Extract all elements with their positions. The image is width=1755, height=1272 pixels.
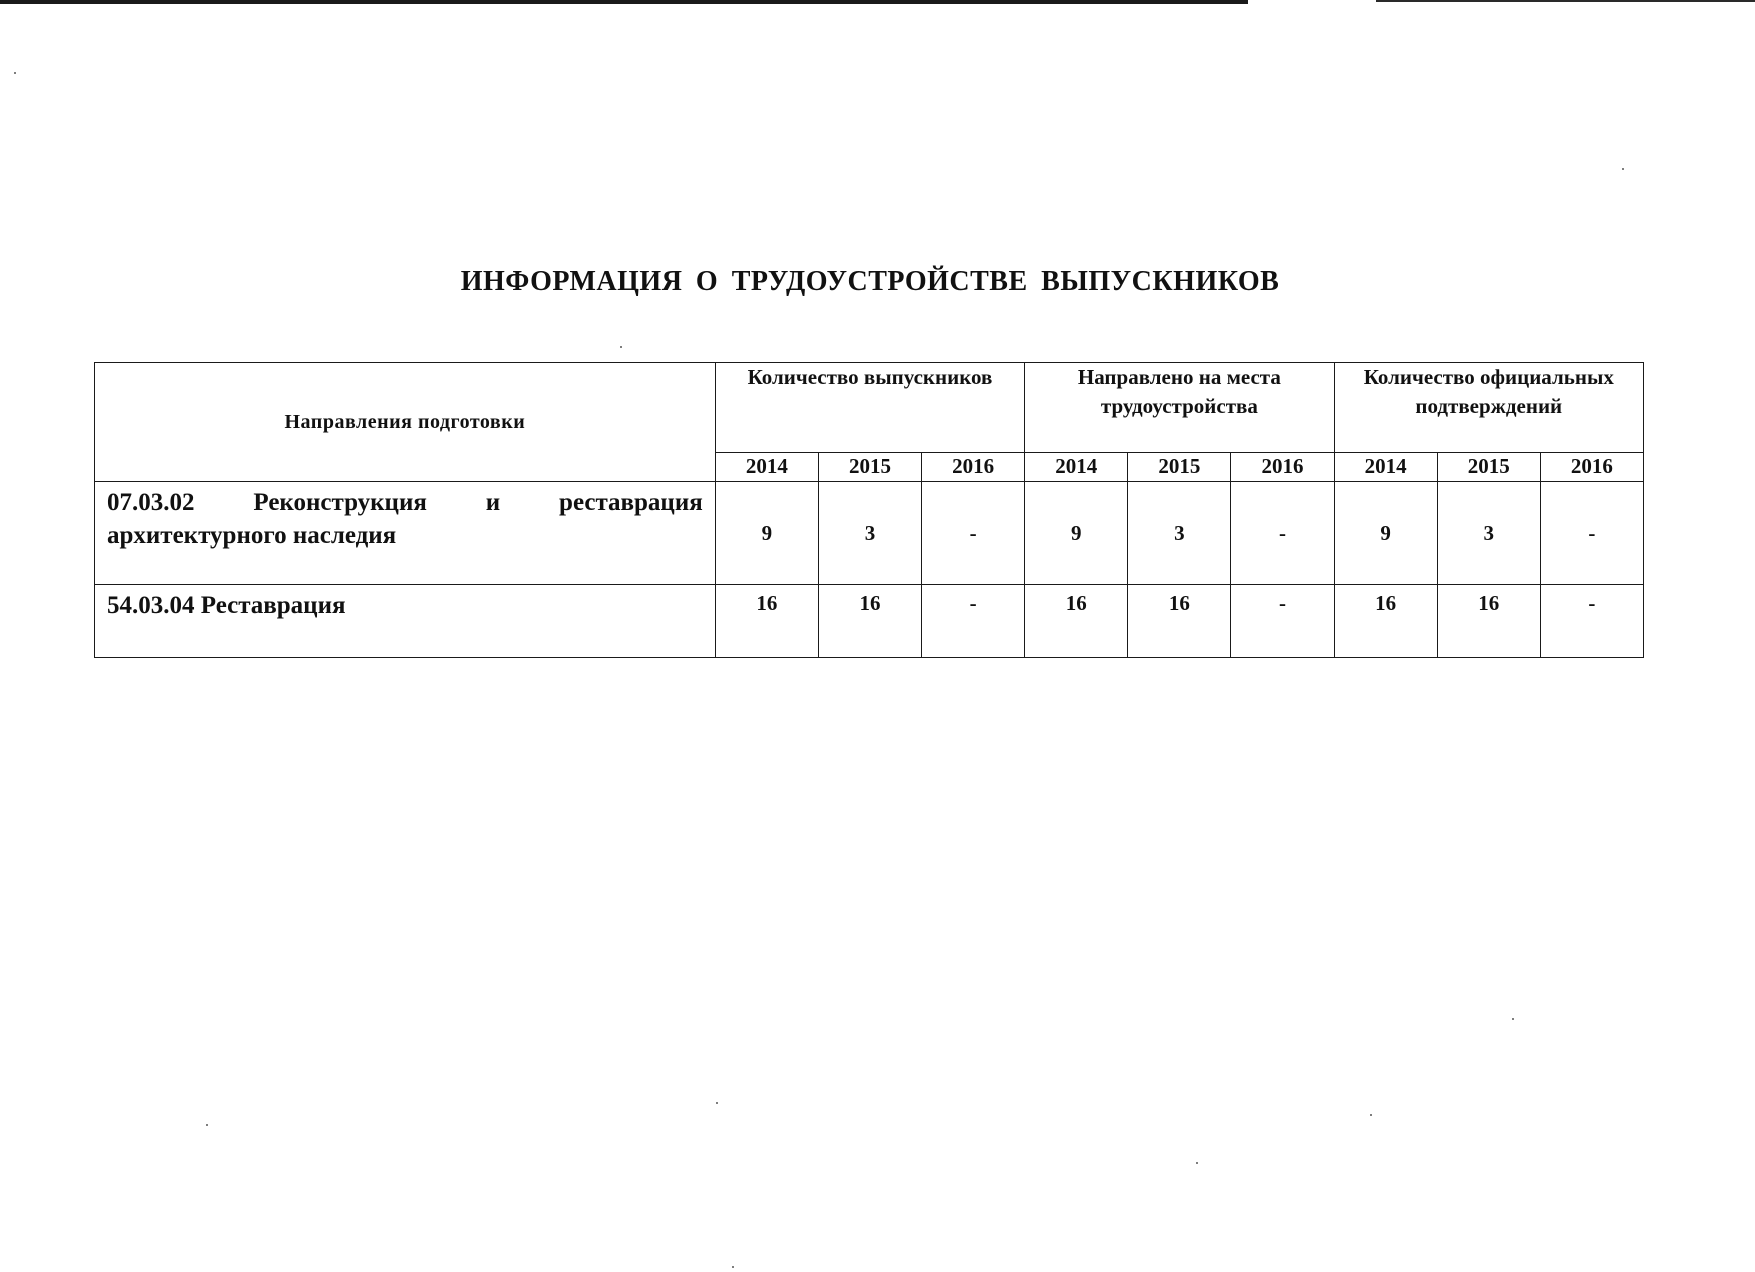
direction-cell xyxy=(95,585,716,658)
value-cell: - xyxy=(1540,585,1643,658)
header-year: 2016 xyxy=(1540,452,1643,481)
header-year: 2016 xyxy=(922,452,1025,481)
value-cell: 16 xyxy=(1437,585,1540,658)
table-row xyxy=(95,585,1644,658)
value-cell: 3 xyxy=(818,482,921,585)
page-title: ИНФОРМАЦИЯ О ТРУДОУСТРОЙСТВЕ ВЫПУСКНИКОВ xyxy=(460,266,1280,297)
header-row-groups xyxy=(95,363,1644,453)
value-cell: - xyxy=(922,482,1025,585)
header-year: 2014 xyxy=(715,452,818,481)
direction-line: 07.03.02 Реконструкция и реставрация xyxy=(107,489,703,516)
header-year: 2016 xyxy=(1231,452,1334,481)
header-group-graduates: Количество выпускников xyxy=(715,363,1024,453)
scan-speck xyxy=(1196,1162,1198,1164)
header-year: 2014 xyxy=(1025,452,1128,481)
value-cell: 16 xyxy=(715,585,818,658)
value-cell: 3 xyxy=(1437,482,1540,585)
header-direction: Направления подготовки xyxy=(95,363,716,482)
header-year: 2015 xyxy=(818,452,921,481)
direction-line: архитектурного наследия xyxy=(107,522,397,549)
value-cell: 16 xyxy=(1128,585,1231,658)
scan-speck xyxy=(1512,1018,1514,1020)
scan-speck xyxy=(1370,1114,1372,1116)
value-cell: 9 xyxy=(1025,482,1128,585)
value-cell: - xyxy=(1231,482,1334,585)
scan-speck xyxy=(206,1124,208,1126)
value-cell: 9 xyxy=(1334,482,1437,585)
value-cell: 9 xyxy=(715,482,818,585)
scan-speck xyxy=(716,1102,718,1104)
scan-edge-top-right xyxy=(1376,0,1755,2)
scan-speck xyxy=(14,72,16,74)
value-cell: - xyxy=(922,585,1025,658)
scan-speck xyxy=(620,346,622,348)
header-year: 2014 xyxy=(1334,452,1437,481)
scan-speck xyxy=(1622,168,1624,170)
scan-speck xyxy=(732,1266,734,1268)
header-year: 2015 xyxy=(1437,452,1540,481)
header-group-placed: Направлено на места трудоустройства xyxy=(1025,363,1334,453)
direction-line: 54.03.04 Реставрация xyxy=(107,592,346,619)
employment-table xyxy=(94,362,1644,658)
value-cell: - xyxy=(1540,482,1643,585)
header-year: 2015 xyxy=(1128,452,1231,481)
value-cell: 16 xyxy=(818,585,921,658)
scan-edge-top xyxy=(0,0,1248,4)
value-cell: 16 xyxy=(1334,585,1437,658)
header-group-confirmations: Количество официальных подтверждений xyxy=(1334,363,1643,453)
value-cell: 3 xyxy=(1128,482,1231,585)
direction-cell xyxy=(95,482,716,585)
table-row xyxy=(95,482,1644,585)
value-cell: - xyxy=(1231,585,1334,658)
value-cell: 16 xyxy=(1025,585,1128,658)
